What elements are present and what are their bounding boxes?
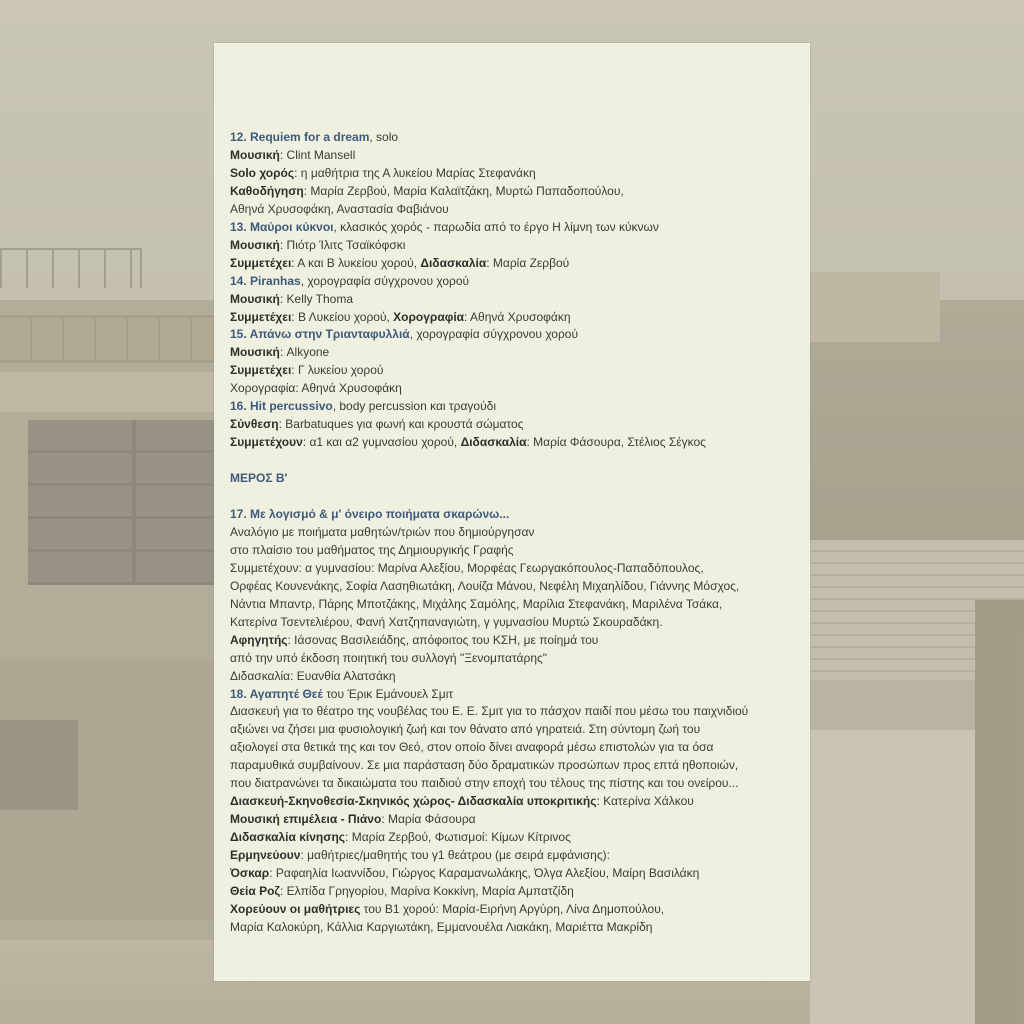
line-text: Ορφέας Κουνενάκης, Σοφία Λασηθιωτάκη, Λουίζα Μάνου, Νεφέλη Μιχαηλίδου, Γιάννης Μόσχος, — [230, 578, 740, 593]
program-line — [230, 542, 810, 560]
field-label: Μουσική — [230, 345, 280, 360]
program-line — [230, 183, 810, 201]
program-line — [230, 686, 810, 704]
line-text: : Ελπίδα Γρηγορίου, Μαρίνα Κοκκίνη, Μαρία Αμπατζίδη — [279, 884, 574, 898]
line-text: του Έρικ Εμάνουελ Σμιτ — [322, 686, 454, 701]
program-line — [230, 811, 810, 829]
line-text: : Ιάσονας Βασιλειάδης, απόφοιτος του ΚΣΗ, με ποίημά του — [287, 632, 599, 647]
line-text: , body percussion και τραγούδι — [332, 399, 496, 414]
program-line — [230, 291, 810, 309]
blank-line — [230, 452, 810, 470]
line-text: : Kelly Thoma — [279, 291, 354, 306]
blank-line — [230, 488, 810, 506]
program-line — [230, 165, 810, 183]
line-text: , χορογραφία σύγχρονου χορού — [300, 273, 470, 288]
line-text: : α1 και α2 γυμνασίου χορού, — [302, 435, 461, 450]
program-line — [230, 524, 810, 542]
field-label: Διδασκαλία — [420, 255, 487, 270]
line-text: που διατρανώνει τα δικαιώματα του παιδιού στην εποχή του τέλους της πίστης και του ονείρου... — [230, 776, 739, 791]
field-label: Μουσική — [230, 237, 280, 252]
program-line — [230, 380, 810, 398]
program-line — [230, 273, 810, 291]
item-title: 16. Hit percussivo — [230, 399, 333, 414]
field-label: Διδασκαλία — [460, 435, 527, 450]
line-text: , χορογραφία σύγχρονου χορού — [409, 327, 579, 342]
program-line — [230, 398, 810, 416]
program-line — [230, 147, 810, 165]
line-text: : Αθηνά Χρυσοφάκη — [464, 309, 571, 324]
line-text: : Μαρία Ζερβού — [486, 255, 570, 270]
line-text: αξιολογεί στα θετικά της και τον Θεό, στον οποίο δίνει αναφορά μέσω επιστολών για τα όσα — [230, 740, 714, 755]
field-label: Συμμετέχουν — [230, 435, 303, 450]
line-text: , κλασικός χορός - παρωδία από το έργο Η λίμνη των κύκνων — [333, 219, 659, 234]
program-line — [230, 614, 810, 632]
section-heading: ΜΕΡΟΣ Β' — [230, 471, 288, 486]
program-line — [230, 578, 810, 596]
program-line — [230, 344, 810, 362]
program-line — [230, 237, 810, 255]
program-line — [230, 650, 810, 668]
line-text: Διασκευή για το θέατρο της νουβέλας του Ε. Ε. Σμιτ για το πάσχον παιδί που μέσω του παιχνιδιού — [230, 704, 749, 719]
line-text: Νάντια Μπαντρ, Πάρης Μποτζάκης, Μιχάλης Σαμόλης, Μαρίλια Στεφανάκη, Μαριλένα Τσάκα, — [230, 596, 723, 611]
line-text: : Alkyone — [279, 345, 330, 360]
line-text: : Μαρία Φάσουρα — [381, 812, 476, 827]
item-title: 13. Μαύροι κύκνοι — [230, 219, 334, 234]
line-text: : Κατερίνα Χάλκου — [596, 794, 694, 809]
field-label: Ερμηνεύουν — [230, 848, 301, 863]
program-line — [230, 757, 810, 775]
line-text: Συμμετέχουν: α γυμνασίου: Μαρίνα Αλεξίου, Μορφέας Γεωργακόπουλος-Παπαδόπουλος, — [230, 560, 704, 575]
program-line — [230, 129, 810, 147]
line-text: : Μαρία Ζερβού, Φωτισμοί: Κίμων Κίτρινος — [345, 830, 571, 845]
field-label: Συμμετέχει — [230, 363, 292, 378]
field-label: Καθοδήγηση — [230, 183, 304, 198]
line-text: παραμυθικά συμβαίνουν. Σε μια παράσταση δύο δραματικών προσώπων προς επτά ηθοποιών, — [230, 758, 739, 773]
field-label: Σύνθεση — [230, 417, 279, 432]
line-text: : Ραφαηλία Ιωαννίδου, Γιώργος Καραμανωλάκης, Όλγα Αλεξίου, Μαίρη Βασιλάκη — [269, 866, 700, 881]
item-title: 18. Αγαπητέ Θεέ — [230, 686, 323, 701]
field-label: Χορογραφία — [393, 309, 465, 324]
line-text: : η μαθήτρια της Α λυκείου Μαρίας Στεφανάκη — [294, 165, 536, 180]
program-line — [230, 596, 810, 614]
item-title: 12. Requiem for a dream — [230, 130, 370, 144]
field-label: Διδασκαλία κίνησης — [230, 830, 346, 845]
program-line — [230, 668, 810, 686]
line-text: : Β Λυκείου χορού, — [291, 309, 394, 324]
program-line — [230, 865, 810, 883]
program-line — [230, 793, 810, 811]
program-line — [230, 470, 810, 488]
program-line — [230, 721, 810, 739]
program-line — [230, 883, 810, 901]
program-line — [230, 416, 810, 434]
program-line — [230, 362, 810, 380]
program-line — [230, 560, 810, 578]
line-text: στο πλαίσιο του μαθήματος της Δημιουργικής Γραφής — [230, 542, 514, 557]
field-label: Συμμετέχει — [230, 309, 292, 324]
item-title: 14. Piranhas — [230, 273, 301, 288]
program-line — [230, 632, 810, 650]
program-line — [230, 847, 810, 865]
field-label: Θεία Ροζ — [230, 884, 280, 898]
program-line — [230, 326, 810, 344]
program-line — [230, 506, 810, 524]
field-label: Χορεύουν οι μαθήτριες — [230, 901, 361, 916]
field-label: Μουσική — [230, 147, 280, 162]
item-title: 17. Με λογισμό & μ' όνειρο ποιήματα σκαρώνω... — [230, 506, 510, 521]
program-line — [230, 201, 810, 219]
field-label: Διασκευή-Σκηνοθεσία-Σκηνικός χώρος- Διδασκαλία υποκριτικής — [230, 794, 597, 809]
program-line — [230, 829, 810, 847]
line-text: : Clint Mansell — [279, 147, 356, 162]
line-text: : Μαρία Φάσουρα, Στέλιος Σέγκος — [526, 435, 706, 450]
field-label: Συμμετέχει — [230, 255, 292, 270]
field-label: Μουσική — [230, 291, 280, 306]
program-line — [230, 219, 810, 237]
item-title: 15. Απάνω στην Τριανταφυλλιά — [230, 327, 410, 342]
line-text: : μαθήτριες/μαθητής του γ1 θεάτρου (με σειρά εμφάνισης): — [300, 848, 610, 863]
line-text: , solo — [369, 130, 399, 144]
field-label: Solo χορός — [230, 165, 295, 180]
program-line — [230, 739, 810, 757]
line-text: αξιώνει να ζήσει μια φυσιολογική ζωή και τον θάνατο από γηρατειά. Στη σύντομη ζωή του — [230, 722, 701, 737]
program-line — [230, 775, 810, 793]
program-panel — [214, 43, 810, 981]
line-text: : Γ λυκείου χορού — [291, 363, 384, 378]
program-line — [230, 703, 810, 721]
line-text: από την υπό έκδοση ποιητική του συλλογή "Ξενομπατάρης" — [230, 650, 548, 665]
field-label: Μουσική επιμέλεια - Πιάνο — [230, 812, 382, 827]
line-text: : Πιότρ Ίλιτς Τσαϊκόφσκι — [279, 237, 406, 252]
program-line — [230, 255, 810, 273]
program-text — [230, 129, 810, 937]
line-text: Κατερίνα Τσεντελιέρου, Φανή Χατζηπαναγιώτη, γ γυμνασίου Μυρτώ Σκουραδάκη. — [230, 614, 663, 629]
line-text: Μαρία Καλοκύρη, Κάλλια Καργιωτάκη, Εμμανουέλα Λιακάκη, Μαριέττα Μακρίδη — [230, 919, 653, 934]
program-line — [230, 309, 810, 327]
field-label: Αφηγητής — [230, 632, 288, 647]
program-line — [230, 919, 810, 937]
line-text: Αναλόγιο με ποιήματα μαθητών/τριών που δημιούργησαν — [230, 524, 535, 539]
program-line — [230, 434, 810, 452]
line-text: Αθηνά Χρυσοφάκη, Αναστασία Φαβιάνου — [230, 201, 449, 216]
line-text: : Barbatuques για φωνή και κρουστά σώματος — [278, 417, 524, 432]
line-text: του Β1 χορού: Μαρία-Ειρήνη Αργύρη, Λίνα Δημοπούλου, — [360, 901, 665, 916]
line-text: Διδασκαλία: Ευανθία Αλατσάκη — [230, 668, 396, 683]
line-text: Χορογραφία: Αθηνά Χρυσοφάκη — [230, 381, 402, 396]
line-text: : Α και Β λυκείου χορού, — [291, 255, 421, 270]
line-text: : Μαρία Ζερβού, Μαρία Καλαϊτζάκη, Μυρτώ Παπαδοπούλου, — [303, 183, 624, 198]
field-label: Όσκαρ — [230, 866, 270, 881]
program-line — [230, 901, 810, 919]
